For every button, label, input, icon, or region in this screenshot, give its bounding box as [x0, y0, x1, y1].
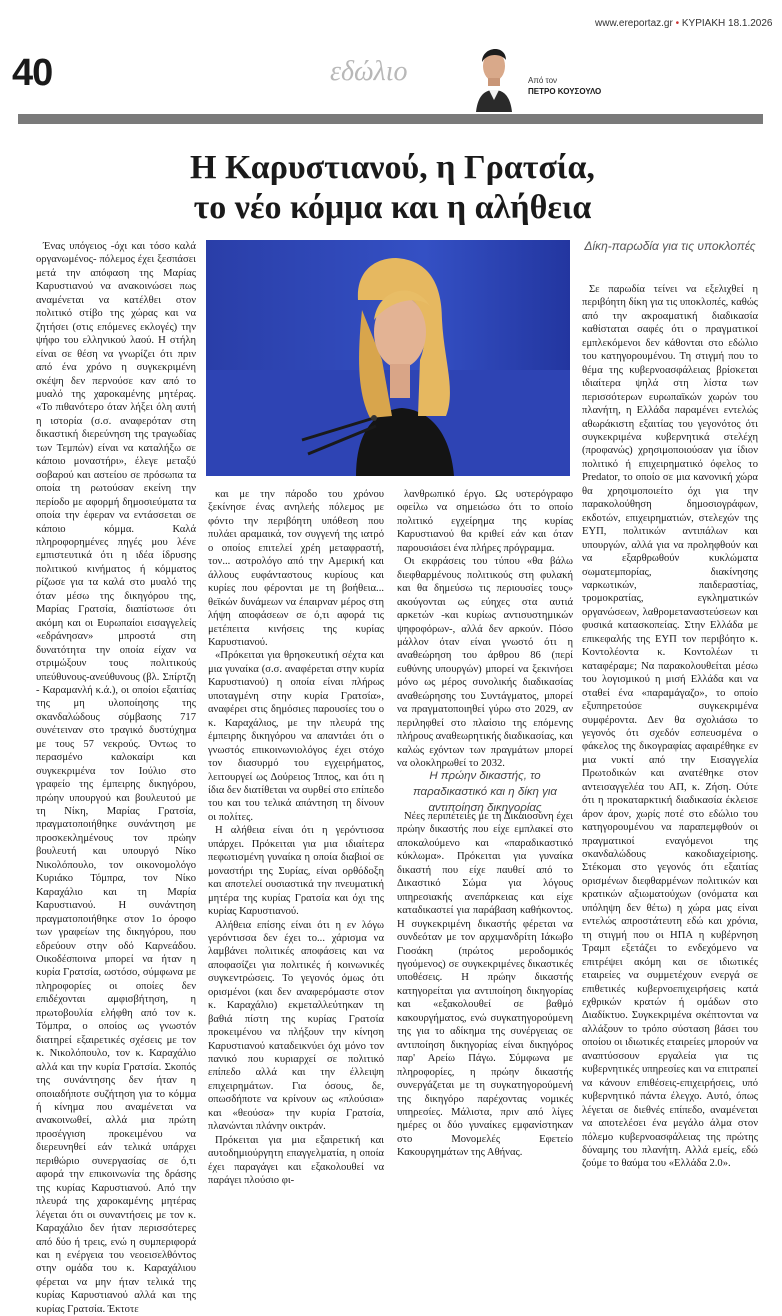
- column-4-subhead: Δίκη-παρωδία για τις υποκλοπές: [584, 239, 756, 253]
- column-2: [208, 488, 384, 1187]
- column-4-text: Σε παρωδία τείνει να εξελιχθεί η περιβόητη δίκη για τις υποκλοπές, καθώς από την ακροαματική διαδικασία καθίσταται σαφές ότι ο πραγματικοί εμπλεκόμενοι δεν κάθονται στο εδώλιο του κατηγορουμένου. Τη στιγμή που το θέμα της κυβερνοασφάλειας βρίσκεται ιδιαίτερα ψηλά στη λίστα των περισσότερων ευρωπαϊκών χωρών του πλανήτη, η Ελλάδα παραμένει εντελώς αθωράκιστη εξαιτίας του γεγονότος ότι συγκεκριμένα κυβερνητικά στελέχη (προφανώς) χρησιμοποιούσαν για ίδιον πολιτικό ή επιχειρηματικό όφελος το Predator, το οποίο σε μια κανονική χώρα θα χρησιμοποιείτο όχι για την παρακολούθηση δημοσιογράφων, εκδοτών, επιχειρηματιών, στελεχών της ΕΥΠ, πολιτικών αντιπάλων και υπουργών, αλλά για να προληφθούν και να εξαρθρωθούν κυκλώματα σωματεμπορίας, διακίνησης ναρκωτικών, παιδεραστίας, τρομοκρατίας, εγκληματικών οργανώσεων, λαθρομεταναστεύσεων και φυσικά κατασκοπείας. Στην Ελλάδα με επικεφαλής της ΕΥΠ τον περιβόητο κ. Κοντολέοντα κ. Κοντολέων τι καταφέραμε; Να παρακολουθείται μέσω του λογισμικού η μισή Ελλάδα και να σταθεί ένα «παραμάγαζο», το οποίο εξυπηρετούσε συγκεκριμένα συμφέροντα. Δεν θα σχολιάσω το γεγονός ότι σχεδόν εσπευσμένα ο φάκελος της δικογραφίας αφαιρέθηκε εν μια νυκτί από την Εισαγγελία Πρωτοδικών και ανατέθηκε στον αντεισαγγελέα του ΑΠ, κ. Ζήση. Ούτε ότι η προκαταρκτική διαδικασία έκλεισε άρον άρον, χωρίς ποτέ στο εδώλιο του κατηγορουμένου να παραπεμφθούν οι πραγματικοί εναγόμενοι της σκανδαλώδους κακοδιαχείρισης. Στέκομαι στο γεγονός ότι εξαιτίας ορισμένων διεφθαρμένων πολιτικών και κρατικών αξιωματούχων (ονόματα και υπόληψη δεν θέτω) η χώρα μας είναι εντελώς απροστάτευτη εδώ και χρόνια, τη στιγμή που οι ΗΠΑ η κυβέρνηση Τραμπ εξετάζει το ενδεχόμενο να επιτρέψει ακόμη και σε ιδιωτικές εταιρείες να συμμετέχουν ενεργά σε επιθετικές κυβερνοεπιχειρήσεις κατά εχθρικών κρατών ή ομάδων στο Διαδίκτυο. Συγκεκριμένα σκέπτονται να αλλάξουν το τρόπο σύσταση βάσει του οποίου οι ιδιωτικές εταιρείες μπορούν να αναπτύσσουν εργαλεία για τις κυβερνητικές υπηρεσίες και να επιτραπεί να κάνουν επιθέσεις-επιχειρήσεις, υπό κυβερνητικό πάντα έλεγχο. Αυτό, όπως λέγεται σε διεθνές επίπεδο, αναμένεται να αποτελέσει ένα μεγάλο άλμα στον πόλεμο κυβερνοασφάλειας της πρώτης δύναμης του πλανήτη. Αλλά εμείς, εδώ ζούμε το θαύμα του «Ελλάδα 2.0».: [582, 284, 758, 1170]
- column-1: [36, 240, 196, 1315]
- column-3: [397, 488, 573, 770]
- column-3-paragraph-1: λανθρωπικό έργο. Ως υστερόγραφο οφείλω να σημειώσω ότι το οποίο πολιτικό εγχείρημα της κυρίας Καρυστιανού θα κριθεί εάν και όταν παρουσιάσει ένα πλήρες πρόγραμμα.: [397, 489, 573, 554]
- column-2-paragraph-1: και με την πάροδο του χρόνου ξεκίνησε ένας ανηλεής πόλεμος με φόντο την περιβόητη υπόθεση που πυλάει αραμαικά, τον συγγενή της ιατρό ο οποίος επιτελεί χρέη μεταφραστή, τον... αστρολόγο από την Αμερική και άλλους ευφάνταστους κυρίους και κυρίες που φέρονται με τη βοήθεια... θεϊκών δυνάμεων να έπαιρναν μέρος στη λήψη αποφάσεων σε ό,τι αφορά τις μετέπειτα κινήσεις της κυρίας Καρυστιανού.: [208, 489, 384, 648]
- column-2-paragraph-2: «Πρόκειται για θρησκευτική σέχτα και μια γυναίκα (σ.σ. αναφέρεται στην κυρία Καρυστιανού) η οποία είναι πλήρως υποταγμένη στην κυρία Γρατσία», αναφέρει στις δημόσιες παρουσίες του ο κ. Καραχάλιος, με την πλευρά της έμπειρης δικηγόρου να απαντάει ότι ο γνωστός επικοινωνιολόγος έχει στόχο τον διασυρμό του εγχειρήματος, λειτουργεί ως Δούρειος Ίππος, και ότι η ίδια δεν διατίθεται να συρθεί στο επίπεδο του και του τελικά απάντηση τη δίνουν οι πολίτες.: [208, 650, 384, 823]
- column-2-paragraph-3: Η αλήθεια είναι ότι η γερόντισσα υπάρχει. Πρόκειται για μια ιδιαίτερα πεφωτισμένη γυναίκα η οποία διαβιοί σε μοναστήρι της Συρίας, είναι ορθόδοξη και αποτελεί ουσιαστικά την πνευματική μητέρα της κυρίας Γρατσία και όχι της κυρίας Καρυστιανού.: [208, 825, 384, 918]
- column-2-paragraph-4: Αλήθεια επίσης είναι ότι η εν λόγω γερόντισσα δεν έχει το... χάρισμα να λαμβάνει πολιτικές αποφάσεις και να αποφασίζει για πολιτικές ή κοινωνικές συγκεντρώσεις. Το γεγονός όμως ότι ορισμένοι (και δεν αναφερόμαστε στον κ. Καραχάλιο) εκμεταλλεύτηκαν τη βαθιά πίστη της κυρίας Γρατσία προκειμένου να πλήξουν την κίνηση Καρυστιανού καταδεικνύει όχι μόνο τον πανικό που κυριαρχεί σε πολιτικό επίπεδο αλλά και την έλλειψη επιχειρημάτων. Για όσους, δε, οπωσδήποτε να κρίνουν ως «πλούσια» και «θεούσα» την κυρία Γρατσία, πλανώνται πλάνην οικτράν.: [208, 919, 384, 1133]
- headline: [60, 148, 725, 228]
- header-rule: [18, 114, 763, 124]
- byline-prefix: Από τον: [528, 76, 558, 85]
- column-2-paragraph-5: Πρόκειται για μια εξαιρετική και αυτοδημιούργητη επαγγελματία, η οποία έχει παραγάγει και εξακολουθεί να παράγει πλούσιο φι-: [208, 1134, 384, 1187]
- column-3-story-text: Νέες περιπέτειες με τη Δικαιοσύνη έχει πρώην δικαστής που είχε εμπλακεί στο αποκαλούμενο και «παραδικαστικό κύκλωμα». Πρόκειται για γυναίκα δικαστή που είχε παυθεί από το Δικαστικό Σώμα για λόγους υπηρεσιακής ανεπάρκειας και είχε καταδικαστεί για παράβαση καθήκοντος. Η συγκεκριμένη δικαστής φέρεται να συνδεόταν με τον αρχιμανδρίτη Ιάκωβο Γιοσάκη (πρώτος μεροδομικός ηγούμενος) σε συγκεκριμένες δικαστικές υποθέσεις. Η πρώην δικαστής κατηγορείται για αντιποίηση δικηγορίας και «εξακολουθεί σε βαθμό κακουργήματος, ενώ συγκατηγορούμενη της για το αδίκημα της συνέργειας σε αντιποίηση δικηγορίας είναι δικηγόρος παρ' Αρείω Πάγω. Σύμφωνα με πληροφορίες, η πρώην δικαστής συνεργάζεται με τη συγκατηγορούμενή της δικηγόρο παρέχοντας νομικές υπηρεσίες. Μάλιστα, πριν από λίγες ημέρες οι δύο γυναίκες εμφανίστηκαν στο Μονομελές Εφετείο Κακουργημάτων της Αθήνας.: [397, 811, 573, 1159]
- article-photo: [206, 240, 570, 476]
- column-3-paragraph-2: Οι εκφράσεις του τύπου «θα βάλω διεφθαρμένους πολιτικούς στη φυλακή και θα δημεύσω τις περιουσίες τους» ακούγονται ως εύηχες στα αυτιά αρκετών -και κυρίως αντισυστημικών ψηφοφόρων-, αλλά δεν αρκούν. Πόσο μάλλον όταν είναι γνωστό ότι η αναθεώρηση του άρθρου 86 (περί ευθύνης υπουργών) μπορεί να ξεκινήσει μόνο ως μέρος συνολικής διαδικασίας αναθεώρησης του Συντάγματος, μπορεί να πραγματοποιηθεί γύρω στο 2029, αν περιληφθεί στο πλαίσιο της επόμενης πλήρους αναθεωρητικής διαδικασίας, και καλώς εχόντων των πραγμάτων μπορεί να ολοκληρωθεί το 2032.: [397, 556, 573, 770]
- separator-dot: •: [675, 18, 682, 29]
- issue-date: ΚΥΡΙΑΚΗ 18.1.2026: [681, 18, 773, 29]
- author-portrait: [472, 34, 516, 112]
- column-3-subhead: Η πρώην δικαστής, το παραδικαστικό και η δίκη για αντιποίηση δικηγορίας: [413, 770, 557, 815]
- byline-author: ΠΕΤΡΟ ΚΟΥΣΟΥΛΟ: [528, 87, 602, 96]
- top-dateline: [595, 18, 773, 29]
- page-number: 40: [12, 52, 53, 94]
- column-1-text: Ένας υπόγειος -όχι και τόσο καλά οργανωμένος- πόλεμος έχει ξεσπάσει μετά την απόφαση της Μαρίας Καρυστιανού να ανακοινώσει πως αναμένεται να κατέλθει στον πολιτικό στίβο της χώρας και να ζητήσει (στις επόμενες εκλογές) την ψήφο του ελληνικού λαού. Η στήλη είναι σε θέση να γνωρίζει ότι πριν από ένα χρόνο η συγκεκριμένη σκέψη δεν περνούσε καν από το μυαλό της χαροκαμένης μητέρας. «Το πιθανότερο όταν λήξει όλη αυτή η ιστορία (σ.σ. αναφερόταν στη δικαστική διερεύνηση της τραγωδίας των Τεμπών) είναι να καταλήξω σε κάποιο μοναστήρι», έλεγε μεταξύ σοβαρού και αστείου σε πρόσωπα τα οποία τη ρωτούσαν εκείνη την περίοδο με αφορμή δημοσιεύματα τα οποία την έφεραν να εντάσσεται σε κάποιο κόμμα. Καλά πληροφορημένες πηγές μου λένε εμπιστευτικά ότι η ιδέα ίδρυσης πολιτικού κινήματος ή κόμματος ρίζωσε για τα καλά στο μυαλό της όταν μέσω της δικηγόρου της, Μαρίας Γρατσία, διαπίστωσε ότι ακόμη και οι Ευρωπαίοι εισαγγελείς «εδράνησαν» μπροστά στη δυνατότητα την οποία είχαν να στριμώξουν τους πολιτικούς υπεύθυνους-ανεύθυνους (βλ. Σπίρτζη - Καραμανλή κ.ά.), οι οποίοι εξαιτίας της μη υλοποίησης της σκανδαλώδους σύμβασης 717 συνέτειναν στο τραγικό δυστύχημα με τους 57 νεκρούς. Όντως το περασμένο καλοκαίρι και συγκεκριμένα τον Ιούλιο στο γραφείο της έμπειρης δικηγόρου, πρώην υπουργού και βουλευτού με τη Νίκη, Μαρίας Γρατσία, πραγματοποιήθηκε συνάντηση με προσκεκλημένους τον πρώην βουλευτή και υπουργό Νίκο Νικολόπουλο, τον οικονομολόγο Κυριάκο Τόμπρα, τον Νίκο Καραχάλιο και τη Μαρία Καρυστιανού. Η συνάντηση πραγματοποιήθηκε στον 1ο όροφο των γραφείων της δικηγόρου, που εδρεύουν στην οδό Καρνεάδου. Οικοδέσποινα μπορεί να ήταν η κυρία Γρατσία, ωστόσο, σύμφωνα με πληροφορίες οι οποίες δεν επιδέχονται αμφισβήτηση, η πρωτοβουλία ελήφθη από τον κ. Τόμπρα, ο οποίος ως γνωστόν διατηρεί εξαιρετικές σχέσεις με τον κ. Νικολόπουλο, τον κ. Καραχάλιο αλλά και την κυρία Γρατσία. Σκοπός της συνάντησης δεν ήταν η οποιαδήποτε συζήτηση για το κόμμα ή κίνημα που αναμένεται να ανακοινωθεί, αλλά μια πρώτη προσέγγιση προκειμένου να διερευνηθεί εάν τελικά υπάρχει περιθώριο συνεργασίας σε ό,τι αφορά την επικοινωνία της δράσης της κυρίας Καρυστιανού. Από την πλευρά της χαροκαμένης μητέρας λέγεται ότι οι συναντήσεις με τον κ. Καραχάλιο δεν ήταν περισσότερες από δύο ή τρεις, ενώ η συμπεριφορά και η ενέργεια του νεοεισελθόντος στην ομάδα του κ. Καραχάλιου φέρεται να μην ήταν τελικά της κυρίας Καρυστιανού αλλά και της κυρίας Γρατσία. Έκτοτε: [36, 241, 196, 1315]
- headline-line-1: Η Καρυστιανού, η Γρατσία,: [190, 149, 595, 186]
- section-title: εδώλιο: [330, 56, 408, 87]
- site-url: www.ereportaz.gr: [595, 18, 673, 29]
- headline-line-2: το νέο κόμμα και η αλήθεια: [193, 189, 592, 227]
- column-3-second-story: [397, 810, 573, 1160]
- column-4: [582, 283, 758, 1170]
